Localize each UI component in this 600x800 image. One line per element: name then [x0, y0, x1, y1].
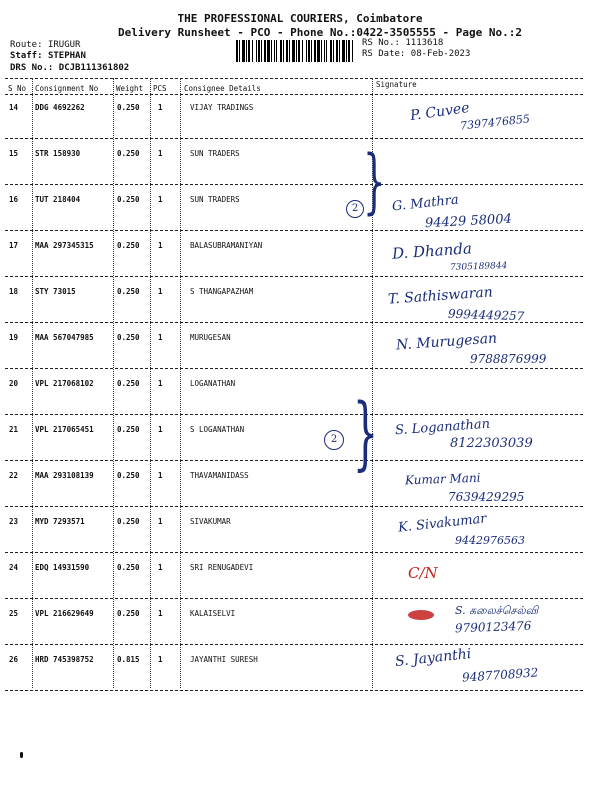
row-consignee: THAVAMANIDASS: [190, 471, 249, 480]
row-sno: 15: [9, 149, 19, 158]
signature-name: T. Sathiswaran: [387, 284, 494, 308]
row-weight: 0.250: [117, 517, 140, 526]
row-weight: 0.250: [117, 609, 140, 618]
row-weight: 0.250: [117, 333, 140, 342]
route-line: [10, 40, 80, 51]
company-title: THE PROFESSIONAL COURIERS, Coimbatore: [177, 12, 423, 25]
row-pcs: 1: [158, 195, 163, 204]
row-consignee: SIVAKUMAR: [190, 517, 231, 526]
circled-count: 2: [324, 430, 344, 450]
row-pcs: 1: [158, 241, 163, 250]
row-weight: 0.815: [117, 655, 140, 664]
staff-value: STEPHAN: [47, 51, 86, 61]
table-top-rule: [5, 78, 583, 79]
row-weight: 0.250: [117, 425, 140, 434]
row-divider: [5, 138, 583, 139]
signature-name: S. கலைச்செல்வி: [455, 604, 539, 617]
signature-phone: 9442976563: [455, 534, 525, 547]
barcode: [236, 40, 354, 62]
circled-count: 2: [346, 200, 364, 218]
signature-phone: 9487708932: [461, 665, 539, 685]
rs-info: [362, 38, 470, 60]
row-divider: [5, 184, 583, 185]
row-pcs: 1: [158, 379, 163, 388]
signature-name: S. Loganathan: [394, 416, 491, 439]
row-consignee: LOGANATHAN: [190, 379, 236, 388]
drs-value: DCJB111361802: [58, 63, 130, 73]
row-pcs: 1: [158, 655, 163, 664]
row-sno: 21: [9, 425, 19, 434]
row-consignment: MAA 297345315: [35, 241, 94, 250]
signature-phone: 8122303039: [450, 436, 533, 451]
row-sno: 25: [9, 609, 19, 618]
row-consignee: MURUGESAN: [190, 333, 231, 342]
signature-phone: 94429 58004: [424, 211, 513, 232]
col-head-signature: Signature: [376, 80, 417, 89]
row-consignment: HRD 745398752: [35, 655, 94, 664]
stamp-scribble: [408, 610, 434, 620]
staff-line: [10, 51, 86, 62]
row-weight: 0.250: [117, 563, 140, 572]
row-weight: 0.250: [117, 379, 140, 388]
row-sno: 16: [9, 195, 19, 204]
col-divider: [150, 78, 151, 688]
row-divider: [5, 368, 583, 369]
row-consignment: VPL 217065451: [35, 425, 94, 434]
row-consignee: KALAISELVI: [190, 609, 236, 618]
row-consignment: MAA 293108139: [35, 471, 94, 480]
signature-name: S. Jayanthi: [394, 646, 472, 670]
row-consignment: TUT 218404: [35, 195, 81, 204]
runsheet-subtitle: Delivery Runsheet - PCO - Phone No.:0422-3505555 - Page No.:2: [118, 26, 522, 39]
row-consignee: S THANGAPAZHAM: [190, 287, 254, 296]
signature-phone: 9790123476: [454, 618, 532, 636]
row-consignment: DDG 4692262: [35, 103, 85, 112]
row-divider: [5, 644, 583, 645]
row-consignee: SRI RENUGADEVI: [190, 563, 254, 572]
row-divider: [5, 552, 583, 553]
signature-name: G. Mathra: [391, 192, 460, 215]
row-weight: 0.250: [117, 195, 140, 204]
row-divider: [5, 506, 583, 507]
rs-date-value: 08-Feb-2023: [410, 49, 471, 59]
row-consignee: VIJAY TRADINGS: [190, 103, 254, 112]
route-label: Route:: [10, 40, 43, 50]
row-weight: 0.250: [117, 241, 140, 250]
signature-name: N. Murugesan: [395, 330, 498, 354]
row-consignment: STY 73015: [35, 287, 76, 296]
rs-no-label: RS No.:: [362, 38, 400, 48]
row-consignment: VPL 216629649: [35, 609, 94, 618]
col-divider: [180, 78, 181, 688]
signature-name: Kumar Mani: [404, 470, 481, 488]
signature-phone: 9788876999: [470, 352, 547, 366]
signature-phone: 7305189844: [449, 261, 508, 273]
signature-phone: 9994449257: [447, 306, 525, 324]
row-divider: [5, 690, 583, 691]
signature-phone: 7639429295: [448, 490, 525, 504]
rs-date-label: RS Date:: [362, 49, 406, 59]
row-sno: 18: [9, 287, 19, 296]
row-consignment: EDQ 14931590: [35, 563, 90, 572]
row-weight: 0.250: [117, 471, 140, 480]
row-pcs: 1: [158, 287, 163, 296]
col-head-sno: S No: [8, 84, 27, 93]
col-head-consignment: Consignment No: [35, 84, 99, 93]
col-head-pcs: PCS: [153, 84, 167, 93]
drs-line: [10, 63, 129, 74]
col-divider: [32, 78, 33, 688]
row-pcs: 1: [158, 517, 163, 526]
row-consignment: VPL 217068102: [35, 379, 94, 388]
route-value: IRUGUR: [47, 40, 81, 50]
row-divider: [5, 276, 583, 277]
page-mark: [20, 752, 23, 758]
row-consignee: SUN TRADERS: [190, 149, 240, 158]
bracket-mark: }: [352, 386, 379, 479]
row-sno: 22: [9, 471, 19, 480]
row-pcs: 1: [158, 103, 163, 112]
table-header-rule: [5, 94, 583, 95]
row-divider: [5, 230, 583, 231]
signature-phone: 7397476855: [459, 112, 531, 133]
row-pcs: 1: [158, 425, 163, 434]
bracket-mark: }: [363, 140, 386, 222]
signature-name: P. Cuvee: [409, 99, 471, 125]
row-pcs: 1: [158, 471, 163, 480]
row-sno: 14: [9, 103, 19, 112]
row-pcs: 1: [158, 333, 163, 342]
row-consignment: STR 158930: [35, 149, 81, 158]
signature-name: C/N: [408, 564, 438, 582]
row-sno: 17: [9, 241, 19, 250]
row-sno: 26: [9, 655, 19, 664]
col-head-consignee: Consignee Details: [184, 84, 261, 93]
drs-label: DRS No.:: [10, 63, 54, 73]
row-consignee: BALASUBRAMANIYAN: [190, 241, 263, 250]
row-divider: [5, 414, 583, 415]
col-head-weight: Weight: [116, 84, 144, 93]
row-weight: 0.250: [117, 103, 140, 112]
row-weight: 0.250: [117, 149, 140, 158]
row-consignee: JAYANTHI SURESH: [190, 655, 258, 664]
row-pcs: 1: [158, 149, 163, 158]
signature-name: D. Dhanda: [391, 239, 473, 263]
col-divider: [113, 78, 114, 688]
row-divider: [5, 598, 583, 599]
row-pcs: 1: [158, 609, 163, 618]
rs-no-value: 1113618: [405, 38, 444, 48]
row-pcs: 1: [158, 563, 163, 572]
row-weight: 0.250: [117, 287, 140, 296]
row-consignment: MAA 567047985: [35, 333, 94, 342]
row-sno: 20: [9, 379, 19, 388]
row-sno: 19: [9, 333, 19, 342]
row-sno: 23: [9, 517, 19, 526]
staff-label: Staff:: [10, 51, 43, 61]
row-consignee: SUN TRADERS: [190, 195, 240, 204]
row-sno: 24: [9, 563, 19, 572]
row-consignment: MYD 7293571: [35, 517, 85, 526]
row-divider: [5, 460, 583, 461]
signature-name: K. Sivakumar: [397, 511, 488, 536]
row-consignee: S LOGANATHAN: [190, 425, 245, 434]
